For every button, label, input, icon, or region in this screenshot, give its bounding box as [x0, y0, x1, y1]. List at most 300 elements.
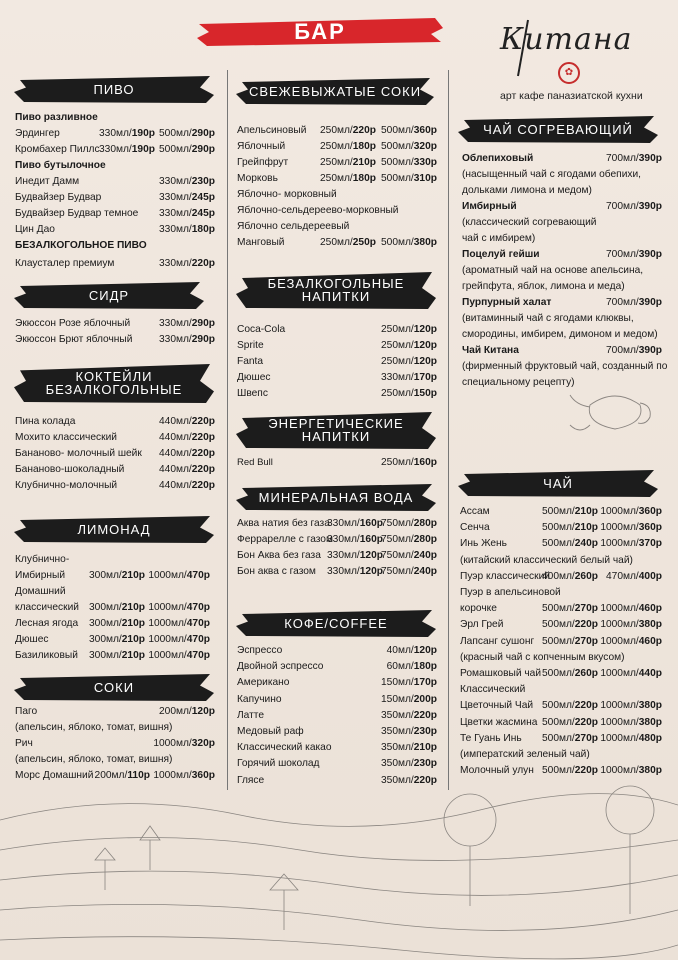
price-volume: 330мл/	[326, 550, 360, 561]
price	[582, 345, 662, 357]
menu-item-name: Мохито классический	[15, 432, 117, 443]
menu-item-desc: смородины, имбирем, димоном и медом)	[462, 329, 658, 340]
price-value: 390р	[638, 153, 662, 164]
price-value: 400р	[638, 570, 662, 582]
price	[357, 125, 437, 137]
price-volume: 330мл/	[326, 566, 360, 577]
price	[582, 636, 662, 648]
price	[582, 153, 662, 165]
menu-item-name: Инедит Дамм	[15, 176, 80, 187]
price	[135, 416, 215, 428]
section-title: ПИВО	[93, 81, 135, 97]
price-value: 230р	[413, 758, 437, 770]
price-value: 260р	[574, 668, 598, 679]
menu-item-name: (императский зеленый чай)	[460, 749, 590, 760]
price-volume: 300мл/	[88, 650, 122, 661]
price-value: 390р	[638, 249, 662, 260]
price-volume: 1000мл/	[600, 603, 639, 615]
price-volume: 500мл/	[541, 522, 575, 534]
price-value: 270р	[574, 635, 598, 647]
price-volume: 1000мл/	[148, 602, 187, 613]
price-value: 240р	[413, 566, 437, 577]
menu-item-name: Двойной эспрессо	[237, 661, 324, 673]
price	[582, 717, 662, 729]
price-value: 120р	[413, 645, 437, 656]
menu-item-name: Яблочный	[237, 141, 286, 152]
menu-item-name: Капучино	[237, 693, 282, 705]
menu-item-name: Эспрессо	[237, 645, 283, 656]
price	[135, 224, 215, 236]
price-volume: 1000мл/	[600, 668, 639, 679]
price-value: 120р	[413, 356, 437, 367]
price-volume: 470мл/	[605, 570, 639, 582]
price-volume: 330мл/	[158, 208, 192, 219]
price	[357, 566, 437, 578]
price	[135, 432, 215, 444]
price-value: 220р	[191, 448, 215, 459]
price-value: 120р	[359, 550, 383, 561]
price-value: 190р	[131, 144, 155, 155]
section-title: БЕЗАЛКОГОЛЬНЫЕ НАПИТКИ	[267, 276, 405, 304]
menu-item-name: Глясе	[237, 774, 265, 786]
menu-item-name: Ассам	[460, 506, 490, 517]
price-volume: 350мл/	[380, 758, 414, 770]
price	[130, 634, 210, 646]
price	[582, 297, 662, 309]
section-title: МИНЕРАЛЬНАЯ ВОДА	[258, 489, 414, 505]
price-value: 250р	[352, 237, 376, 248]
menu-item-name: Дюшес	[237, 372, 271, 383]
menu-item-name: Морковь	[237, 173, 278, 184]
price-value: 290р	[191, 318, 215, 329]
price-volume: 500мл/	[380, 237, 414, 248]
price-volume: 750мл/	[380, 534, 414, 545]
price-value: 230р	[191, 176, 215, 187]
menu-item-name: Облепиховый	[462, 153, 534, 164]
price-volume: 1000мл/	[600, 506, 639, 517]
price-value: 270р	[574, 603, 598, 615]
price-value: 230р	[413, 726, 437, 737]
section-fresh-juice	[236, 76, 434, 106]
price-value: 210р	[121, 570, 145, 581]
menu-item-name: Лапсанг сушонг	[460, 635, 535, 647]
price	[135, 464, 215, 476]
price-volume: 500мл/	[158, 128, 192, 139]
tea-plantation-illustration	[0, 780, 678, 960]
price-volume: 1000мл/	[148, 634, 187, 645]
price	[130, 570, 210, 582]
price	[357, 457, 437, 469]
price-value: 380р	[638, 716, 662, 728]
price-volume: 500мл/	[541, 765, 575, 777]
menu-item-name: Клубнично-молочный	[15, 480, 118, 491]
price-volume: 500мл/	[541, 635, 575, 647]
price-volume: 250мл/	[319, 141, 353, 152]
menu-item-name: Пуэр классический	[460, 570, 550, 582]
price	[135, 738, 215, 750]
price-value: 470р	[186, 570, 210, 581]
price-volume: 750мл/	[380, 550, 414, 561]
price-volume: 40мл/	[386, 645, 414, 656]
price-value: 210р	[574, 522, 598, 534]
price	[582, 571, 662, 583]
price-volume: 750мл/	[380, 566, 414, 577]
price-value: 220р	[191, 480, 215, 491]
price-value: 380р	[638, 765, 662, 777]
price-value: 150р	[413, 388, 437, 399]
menu-item-desc: (апельсин, яблоко, томат, вишня)	[15, 722, 173, 733]
menu-item-name: Пурпурный халат	[462, 297, 552, 308]
menu-item-name: Американо	[237, 677, 290, 689]
price-volume: 60мл/	[386, 661, 414, 673]
menu-item-name: Цин Дао	[15, 224, 55, 235]
price-value: 220р	[352, 125, 376, 136]
price-value: 120р	[191, 706, 215, 717]
price	[357, 534, 437, 546]
price-volume: 350мл/	[380, 774, 414, 786]
price	[130, 650, 210, 662]
price	[135, 176, 215, 188]
menu-item-name: Эрдингер	[15, 128, 60, 139]
price	[357, 340, 437, 352]
menu-item-desc: (витаминный чай с ягодами клюквы,	[462, 313, 634, 324]
section-cocktails	[14, 362, 214, 404]
price-volume: 250мл/	[380, 457, 414, 468]
price-volume: 250мл/	[319, 173, 353, 184]
menu-item-desc: специальному рецепту)	[462, 377, 575, 388]
price	[357, 356, 437, 368]
price-value: 470р	[186, 618, 210, 629]
price-volume: 1000мл/	[148, 618, 187, 629]
price	[582, 506, 662, 518]
price	[135, 448, 215, 460]
menu-item-name: Инь Жень	[460, 538, 507, 550]
price	[582, 700, 662, 712]
price-volume: 500мл/	[541, 619, 575, 631]
price	[582, 603, 662, 615]
price-value: 245р	[191, 192, 215, 203]
price	[357, 758, 437, 770]
teapot-illustration	[560, 385, 660, 445]
price-volume: 330мл/	[158, 318, 192, 329]
menu-item-name: Пуэр в апельсиновой	[460, 587, 561, 598]
menu-item-name: Будвайзер Будвар темное	[15, 208, 139, 219]
price-volume: 1000мл/	[600, 700, 639, 712]
price-volume: 1000мл/	[600, 716, 639, 728]
price-volume: 500мл/	[158, 144, 192, 155]
price-value: 360р	[413, 125, 437, 136]
price-volume: 700мл/	[605, 249, 639, 260]
price-volume: 440мл/	[158, 432, 192, 443]
price-volume: 250мл/	[380, 388, 414, 399]
price	[357, 324, 437, 336]
price-value: 160р	[359, 534, 383, 545]
menu-item-name: Пина колада	[15, 416, 76, 427]
price-volume: 300мл/	[88, 570, 122, 581]
price-value: 210р	[121, 602, 145, 613]
menu-item-name: Клубнично-	[15, 554, 70, 565]
price-value: 220р	[191, 258, 215, 269]
price-volume: 500мл/	[380, 173, 414, 184]
price-value: 160р	[359, 518, 383, 529]
price-value: 245р	[191, 208, 215, 219]
price	[135, 706, 215, 718]
price-volume: 400мл/	[541, 570, 575, 582]
menu-item-name: Морс Домашний	[15, 770, 94, 781]
price-value: 180р	[352, 141, 376, 152]
price	[135, 258, 215, 270]
price-value: 220р	[413, 774, 437, 786]
price-value: 210р	[352, 157, 376, 168]
price-volume: 1000мл/	[153, 770, 192, 781]
price-volume: 300мл/	[88, 618, 122, 629]
price-value: 190р	[131, 128, 155, 139]
price	[357, 726, 437, 738]
price-volume: 330мл/	[380, 372, 414, 383]
price-volume: 1000мл/	[600, 619, 639, 631]
price-value: 220р	[574, 716, 598, 728]
price-volume: 1000мл/	[600, 765, 639, 777]
price	[357, 173, 437, 185]
price-value: 360р	[638, 522, 662, 534]
price-value: 110р	[127, 770, 150, 781]
price	[135, 208, 215, 220]
price-volume: 1000мл/	[600, 732, 639, 744]
price-volume: 250мл/	[380, 356, 414, 367]
section-warming-tea	[458, 114, 658, 144]
section-title: СОКИ	[93, 679, 135, 695]
page-title: БАР	[195, 16, 445, 48]
price-volume: 440мл/	[158, 480, 192, 491]
price-value: 270р	[574, 732, 598, 744]
price-value: 460р	[638, 635, 662, 647]
menu-item-name: Кромбахер Пиллс	[15, 144, 100, 155]
menu-item-name: Латте	[237, 709, 265, 721]
menu-item-name: Бон Аква без газа	[237, 550, 321, 561]
price-volume: 500мл/	[541, 668, 575, 679]
price-value: 220р	[574, 765, 598, 777]
menu-item-name: Бананово-шоколадный	[15, 464, 125, 475]
price-value: 240р	[413, 550, 437, 561]
menu-item-name: Имбирный	[15, 570, 66, 581]
logo	[470, 14, 670, 104]
column-divider	[448, 70, 449, 790]
price-value: 440р	[638, 668, 662, 679]
price-volume: 250мл/	[319, 125, 353, 136]
menu-item-name: Классический	[460, 684, 526, 696]
section-tea	[458, 468, 658, 498]
menu-item-name: Бон аква с газом	[237, 566, 316, 577]
section-energy	[236, 410, 436, 450]
menu-item-desc: (насыщенный чай с ягодами обепихи,	[462, 169, 642, 180]
price	[135, 144, 215, 156]
menu-item-name: Fanta	[237, 356, 264, 367]
price-volume: 300мл/	[88, 602, 122, 613]
price-value: 160р	[413, 457, 437, 468]
menu-item-name: (китайский классический белый чай)	[460, 554, 633, 566]
price-volume: 200мл/	[94, 770, 128, 781]
price-volume: 250мл/	[380, 324, 414, 335]
price-value: 240р	[574, 538, 598, 550]
section-cider	[14, 280, 204, 310]
price-volume: 500мл/	[380, 125, 414, 136]
menu-item-name: Молочный улун	[460, 765, 534, 777]
section-juices	[14, 672, 214, 702]
price-volume: 350мл/	[380, 726, 414, 737]
beer-draft-label: Пиво разливное	[15, 112, 98, 123]
price	[357, 237, 437, 249]
price-volume: 330мл/	[98, 144, 132, 155]
menu-item-name: Цветки жасмина	[460, 716, 538, 728]
menu-item-name: Sprite	[237, 340, 264, 351]
price-value: 210р	[121, 634, 145, 645]
section-title: СВЕЖЕВЫЖАТЫЕ СОКИ	[248, 83, 422, 99]
menu-item-name: Клаусталер премиум	[15, 258, 115, 269]
section-title: КОФЕ/COFFEE	[284, 615, 388, 631]
price-volume: 500мл/	[380, 141, 414, 152]
price-volume: 500мл/	[541, 716, 575, 728]
menu-item-name: классический	[15, 602, 79, 613]
menu-item-desc: дольками лимона и медом)	[462, 185, 592, 196]
price-value: 180р	[352, 173, 376, 184]
price-value: 210р	[413, 742, 437, 754]
price-value: 210р	[121, 618, 145, 629]
menu-item-name: Паго	[15, 706, 38, 717]
menu-item-name: Медовый раф	[237, 726, 304, 737]
price-value: 220р	[191, 416, 215, 427]
price	[135, 318, 215, 330]
price-volume: 700мл/	[605, 201, 639, 212]
price-value: 180р	[413, 661, 437, 673]
price-value: 180р	[191, 224, 215, 235]
menu-item-name: Дюшес	[15, 634, 49, 645]
menu-item-desc: (апельсин, яблоко, томат, вишня)	[15, 754, 173, 765]
price	[135, 480, 215, 492]
menu-item-name: Будвайзер Будвар	[15, 192, 102, 203]
price-volume: 500мл/	[541, 506, 575, 517]
section-lemonade	[14, 514, 214, 544]
price-value: 390р	[638, 297, 662, 308]
price	[582, 765, 662, 777]
menu-item-name: Классический какао	[237, 742, 332, 754]
price-value: 370р	[638, 538, 662, 550]
menu-item-name: Бананово- молочный шейк	[15, 448, 142, 459]
price-value: 290р	[191, 144, 215, 155]
price-value: 260р	[574, 570, 598, 582]
price	[357, 694, 437, 706]
price-value: 310р	[413, 173, 437, 184]
price-volume: 200мл/	[158, 706, 192, 717]
price-volume: 440мл/	[158, 464, 192, 475]
price-value: 210р	[121, 650, 145, 661]
price-value: 290р	[191, 334, 215, 345]
price-value: 470р	[186, 634, 210, 645]
menu-item-name: Имбирный	[462, 201, 517, 212]
price	[357, 645, 437, 657]
menu-item-name: Экюссон Брют яблочный	[15, 334, 133, 345]
price-volume: 500мл/	[541, 603, 575, 615]
section-title: ЧАЙ СОГРЕВАЮЩИЙ	[483, 121, 633, 137]
section-title: СИДР	[88, 287, 130, 303]
price-value: 120р	[359, 566, 383, 577]
price	[357, 550, 437, 562]
beer-nonalc-label: БЕЗАЛКОГОЛЬНОЕ ПИВО	[15, 240, 147, 251]
price	[130, 602, 210, 614]
price-value: 280р	[413, 534, 437, 545]
price-volume: 150мл/	[380, 693, 414, 705]
menu-item-name: Яблочно- морковный	[237, 189, 337, 200]
menu-item-name: Грейпфрут	[237, 157, 289, 168]
price	[357, 742, 437, 754]
menu-item-desc: (ароматный чай на основе апельсина,	[462, 265, 644, 276]
menu-item-name: Яблочно-сельдереево-морковный	[237, 205, 399, 216]
price	[582, 538, 662, 550]
price-volume: 440мл/	[158, 416, 192, 427]
section-title: ЧАЙ	[543, 475, 573, 491]
menu-item-name: корочке	[460, 603, 497, 615]
menu-item-name: Сенча	[460, 522, 490, 534]
price-value: 380р	[638, 619, 662, 631]
price-value: 290р	[191, 128, 215, 139]
price-volume: 700мл/	[605, 297, 639, 308]
menu-item-name: Эрл Грей	[460, 619, 504, 631]
price-volume: 500мл/	[541, 700, 575, 712]
price	[357, 388, 437, 400]
menu-item-name: Рич	[15, 738, 33, 749]
price-volume: 1000мл/	[600, 522, 639, 534]
price-value: 460р	[638, 603, 662, 615]
section-mineral-water	[236, 482, 436, 512]
menu-item-name: Аква натия без газа	[237, 518, 330, 529]
price-value: 120р	[413, 324, 437, 335]
price	[130, 618, 210, 630]
menu-item-desc: чай с имбирем)	[462, 233, 536, 244]
price-volume: 330мл/	[158, 258, 192, 269]
menu-item-desc: (классический согревающий	[462, 217, 597, 228]
price-volume: 1000мл/	[148, 570, 187, 581]
price	[357, 141, 437, 153]
logo-subtitle: арт кафе паназиатской кухни	[500, 90, 643, 102]
section-beer	[14, 74, 214, 104]
price	[582, 249, 662, 261]
price	[582, 668, 662, 680]
price-volume: 330мл/	[158, 224, 192, 235]
section-soft-drinks	[236, 270, 436, 310]
beer-bottled-label: Пиво бутылочное	[15, 160, 106, 171]
price-value: 360р	[638, 506, 662, 517]
price-value: 470р	[186, 650, 210, 661]
menu-item-name: Домашний	[15, 586, 66, 597]
price-volume: 330мл/	[326, 534, 360, 545]
price-value: 360р	[191, 770, 215, 781]
menu-item-name: Швепс	[237, 388, 268, 399]
section-title: КОКТЕЙЛИ БЕЗАЛКОГОЛЬНЫЕ	[45, 369, 183, 397]
price-volume: 330мл/	[158, 334, 192, 345]
menu-item-name: Чай Китана	[462, 345, 519, 356]
price	[582, 201, 662, 213]
section-coffee	[236, 608, 436, 638]
price-volume: 500мл/	[541, 732, 575, 744]
price-value: 320р	[191, 738, 215, 749]
price-value: 220р	[413, 709, 437, 721]
price-value: 220р	[574, 619, 598, 631]
price-volume: 330мл/	[98, 128, 132, 139]
menu-item-name: Ромашковый чай	[460, 668, 542, 679]
price-volume: 700мл/	[605, 345, 639, 356]
price-volume: 700мл/	[605, 153, 639, 164]
menu-item-name: Coca-Cola	[237, 324, 286, 335]
price-value: 380р	[638, 700, 662, 712]
